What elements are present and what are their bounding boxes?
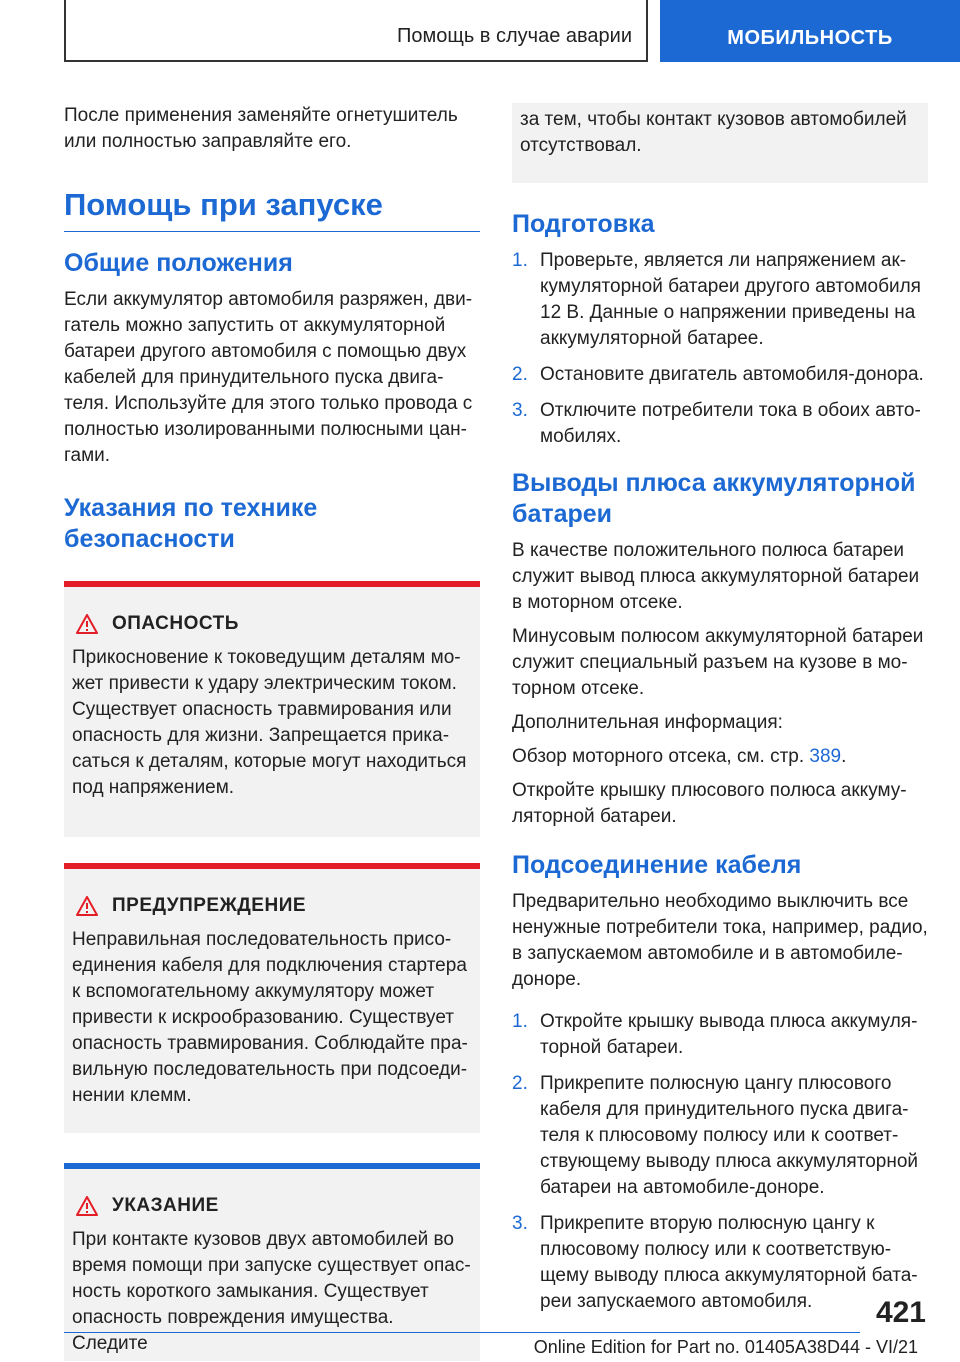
notice-text: При контакте кузовов двух автомобилей во время помощи при запуске существует опас-ность короткого замыкания. Существует опасность повреждения имущества. Следите [72,1229,471,1354]
header-chapter-tab [660,0,960,62]
danger-label: ОПАСНОСТЬ [112,613,239,634]
connect-steps [512,1009,928,1315]
page-number: 421 [875,1296,926,1329]
list-item: 3. Отключите потребители тока в обоих авто-мобилях. [512,400,921,447]
terminals-paragraph-5: Откройте крышку плюсового полюса аккуму-ляторной батареи. [512,780,907,827]
footer-divider [64,1332,860,1333]
general-paragraph: Если аккумулятор автомобиля разряжен, дви-гатель можно запустить от аккумуляторной батареи другого автомобиля с помощью двух кабелей для принудительного пуска двига-теля. Используйте для этого только провода с полностью изолированными полюсными цан-гами. [64,289,473,466]
terminals-paragraph-1: В качестве положительного полюса батареи служит вывод плюса аккумуляторной батареи в моторном отсеке. [512,540,920,613]
danger-text: Прикосновение к токоведущим деталям мо-жет привести к удару электрическим током. Существует опасность травмирования или опасность для жизни. Запрещается прика-саться к деталям, которые могут находиться под напряжением. [72,647,467,798]
warning-box [64,863,480,1133]
header-section-title: Помощь в случае аварии [397,25,632,47]
general-heading: Общие положения [64,249,293,277]
danger-box [64,581,480,837]
connect-paragraph: Предварительно необходимо выключить все ненужные потребители тока, например, радио, в запускаемом автомобиле и в автомобиле-доноре. [512,891,928,990]
warning-triangle-icon [76,896,98,916]
list-item: 2. Прикрепите полюсную цангу плюсового кабеля для принудительного пуска двига-теля к плюсовому полюсу или к соответ-ствующему выводу плюса аккумуляторной батареи на автомобиле-доноре. [512,1073,919,1198]
notice-continuation-text: за тем, чтобы контакт кузовов автомобилей отсутствовал. [520,109,907,156]
right-column [512,103,928,1325]
list-item: 2. Остановите двигатель автомобиля-донора. [512,364,924,385]
footer-edition: Online Edition for Part no. 01405A38D44 - VI/21 [533,1337,918,1357]
header-chapter-title: МОБИЛЬНОСТЬ [727,27,893,49]
notice-label: УКАЗАНИЕ [112,1195,219,1216]
intro-paragraph: После применения заменяйте огнетушитель или полностью заправляйте его. [64,105,458,152]
terminals-heading: Выводы плюса аккумуляторной батареи [512,469,916,528]
preparation-heading: Подготовка [512,210,655,238]
terminals-paragraph-2: Минусовым полюсом аккумуляторной батареи служит специальный разъем на кузове в мо-торном отсеке. [512,626,924,699]
terminals-paragraph-3: Дополнительная информация: [512,712,783,733]
page-title: Помощь при запуске [64,185,480,232]
notice-triangle-icon [76,1196,98,1216]
list-item: 1. Проверьте, является ли напряжением ак-кумуляторной батареи другого автомобиля 12 В. Данные о напряжении приведены на аккумуляторной батарее. [512,250,921,349]
notice-continuation-box [512,103,928,183]
left-column [64,103,480,1361]
list-item: 3. Прикрепите вторую полюсную цангу к плюсовому полюсу или к соответствую-щему выводу плюса аккумуляторной бата-реи запускаемого автомобиля. [512,1213,918,1312]
warning-text: Неправильная последовательность присо-единения кабеля для подключения стартера к вспомогательному аккумулятору может привести к искрообразованию. Существует опасность травмирования. Соблюдайте пра-вильную последовательность при подсоеди-нении клемм. [72,929,468,1106]
list-item: 1. Откройте крышку вывода плюса аккумуля-торной батареи. [512,1011,918,1058]
warning-triangle-icon [76,614,98,634]
warning-label: ПРЕДУПРЕЖДЕНИЕ [112,895,307,916]
connect-heading: Подсоединение кабеля [512,851,802,879]
header-section-tab [64,0,648,62]
page-link-389[interactable]: 389 [809,746,842,767]
terminals-paragraph-4: Обзор моторного отсека, см. стр. 389. [512,746,847,767]
preparation-steps [512,248,928,450]
safety-heading: Указания по технике безопасности [64,494,318,553]
